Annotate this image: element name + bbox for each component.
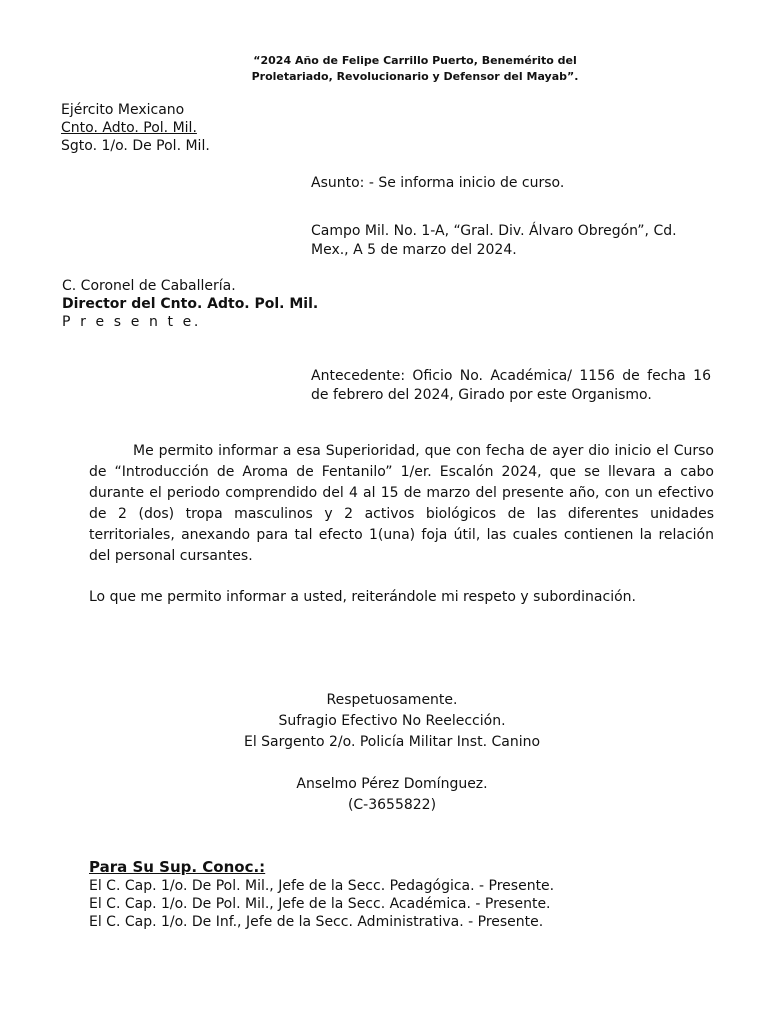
header-motto: “2024 Año de Felipe Carrillo Puerto, Benemérito del Proletariado, Revolucionario y Defensor del Mayab”.: [251, 54, 579, 83]
recipient-title: Director del Cnto. Adto. Pol. Mil.: [62, 296, 319, 312]
sender-office: Sgto. 1/o. De Pol. Mil.: [61, 138, 210, 154]
cc-block: [89, 857, 554, 931]
signature-rank: El Sargento 2/o. Policía Militar Inst. Canino: [243, 734, 541, 750]
place-date: Campo Mil. No. 1-A, “Gral. Div. Álvaro Obregón”, Cd. Mex., A 5 de marzo del 2024.: [311, 223, 677, 258]
recipient-presente: P r e s e n t e.: [62, 314, 201, 330]
subject-line: Asunto: - Se informa inicio de curso.: [311, 175, 565, 191]
signature-closing: Respetuosamente.: [326, 692, 458, 708]
signature-spacer: [150, 753, 634, 774]
signature-name: Anselmo Pérez Domínguez.: [296, 776, 488, 792]
cc-item: El C. Cap. 1/o. De Pol. Mil., Jefe de la Secc. Académica. - Presente.: [89, 896, 551, 912]
recipient-rank: C. Coronel de Caballería.: [62, 278, 236, 294]
cc-item: El C. Cap. 1/o. De Inf., Jefe de la Secc. Administrativa. - Presente.: [89, 914, 544, 930]
cc-item: El C. Cap. 1/o. De Pol. Mil., Jefe de la Secc. Pedagógica. - Presente.: [89, 878, 555, 894]
sender-block: [61, 101, 210, 155]
signature-block: [150, 690, 634, 816]
sender-organization: Ejército Mexicano: [61, 102, 185, 118]
signature-id: (C-3655822): [347, 797, 437, 813]
sender-unit: Cnto. Adto. Pol. Mil.: [61, 120, 197, 136]
signature-slogan: Sufragio Efectivo No Reelección.: [278, 713, 506, 729]
body-paragraph-1: Me permito informar a esa Superioridad, que con fecha de ayer dio inicio el Curso de “Introducción de Aroma de Fentanilo” 1/er. Escalón 2024, que se llevara a cabo durante el periodo comprendido del 4 al 15 de marzo del presente año, con un efectivo de 2 (dos) tropa masculinos y 2 activos biológicos de las diferentes unidades territoriales, anexando para tal efecto 1(una) foja útil, las cuales contienen la relación del personal cursantes.: [89, 443, 714, 564]
antecedent: Antecedente: Oficio No. Académica/ 1156 de fecha 16 de febrero del 2024, Girado por este Organismo.: [311, 368, 711, 403]
cc-title: Para Su Sup. Conoc.:: [89, 858, 266, 876]
body-paragraph-2: Lo que me permito informar a usted, reiterándole mi respeto y subordinación.: [89, 589, 636, 605]
recipient-block: [62, 277, 318, 331]
